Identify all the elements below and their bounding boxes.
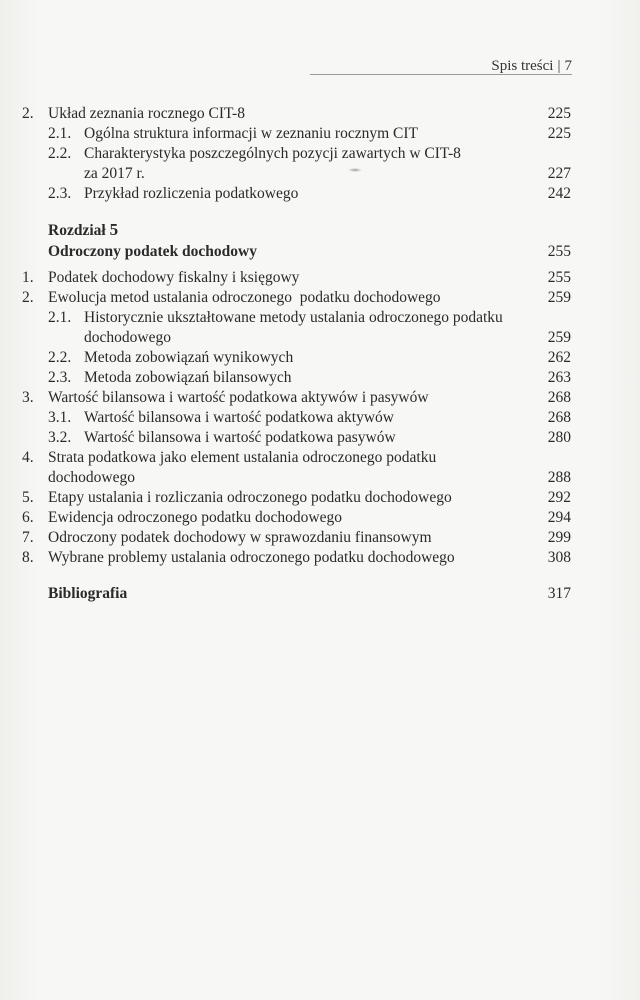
toc-entry-title: Podatek dochodowy fiskalny i księgowy	[48, 269, 300, 286]
toc-entry-number: 2.3.	[48, 185, 72, 202]
toc-entry-title: Ewidencja odroczonego podatku dochodowego	[48, 509, 342, 526]
toc-entry-number: 2.2.	[48, 349, 72, 366]
bibliography-title: Bibliografia	[48, 585, 128, 602]
toc-entry-number: 2.	[22, 105, 34, 122]
chapter-label-word: Rozdział	[48, 222, 106, 239]
toc-entry-page: 242	[547, 185, 571, 202]
toc-entry-page: 268	[547, 389, 571, 406]
toc-entry-page: 255	[547, 269, 571, 286]
toc-entry-number: 2.1.	[48, 125, 72, 142]
toc-entry-title: Wartość bilansowa i wartość podatkowa aktywów i pasywów	[48, 389, 429, 406]
toc-entry-title: Układ zeznania rocznego CIT-8	[48, 105, 245, 122]
toc-entry-title: Ewolucja metod ustalania odroczonego podatku dochodowego	[48, 289, 441, 306]
toc-entry-title: Wybrane problemy ustalania odroczonego podatku dochodowego	[48, 549, 455, 566]
chapter-label	[48, 220, 118, 240]
toc-entry-page: 294	[547, 509, 571, 526]
chapter-title: Odroczony podatek dochodowy	[48, 243, 257, 260]
toc-entry-number: 1.	[22, 269, 34, 286]
toc-entry-title: Wartość bilansowa i wartość podatkowa aktywów	[84, 409, 394, 426]
chapter-label-number: 5	[109, 220, 119, 239]
header-section-title: Spis treści	[491, 58, 554, 74]
running-header	[491, 58, 572, 75]
toc-entry-number: 5.	[22, 489, 34, 506]
toc-entry-page: 317	[547, 585, 571, 602]
toc-entry-title: Wartość bilansowa i wartość podatkowa pasywów	[84, 429, 396, 446]
toc-entry-title: Odroczony podatek dochodowy w sprawozdaniu finansowym	[48, 529, 432, 546]
toc-entry-page: 280	[547, 429, 571, 446]
toc-entry-number: 3.	[22, 389, 34, 406]
toc-entry-number: 4.	[22, 449, 34, 466]
toc-entry-title: Metoda zobowiązań wynikowych	[84, 349, 294, 366]
toc-entry-page: 299	[547, 529, 571, 546]
toc-entry-title: Przykład rozliczenia podatkowego	[84, 185, 299, 202]
toc-entry-title: Ogólna struktura informacji w zeznaniu rocznym CIT	[84, 125, 418, 142]
print-smudge	[348, 168, 362, 172]
toc-entry-number: 8.	[22, 549, 34, 566]
toc-entry-page: 225	[547, 105, 571, 122]
header-page-number: 7	[564, 58, 572, 74]
toc-entry-page: 225	[547, 125, 571, 142]
toc-entry-title: Strata podatkowa jako element ustalania odroczonego podatku	[48, 449, 437, 466]
toc-entry-number: 2.1.	[48, 309, 72, 326]
toc-entry-page: 259	[547, 289, 571, 306]
toc-entry-page: 259	[547, 329, 571, 346]
toc-entry-title-line2: dochodowego	[48, 469, 135, 486]
toc-entry-page: 227	[547, 165, 571, 182]
toc-entry-number: 2.2.	[48, 145, 72, 162]
toc-entry-page: 255	[547, 243, 571, 260]
toc-entry-number: 3.1.	[48, 409, 72, 426]
toc-entry-page: 263	[547, 369, 571, 386]
toc-entry-title: Metoda zobowiązań bilansowych	[84, 369, 292, 386]
toc-entry-title-line2: za 2017 r.	[84, 165, 145, 182]
toc-entry-page: 292	[547, 489, 571, 506]
toc-entry-number: 7.	[22, 529, 34, 546]
toc-entry-title-line2: dochodowego	[84, 329, 171, 346]
toc-entry-number: 3.2.	[48, 429, 72, 446]
toc-entry-page: 308	[547, 549, 571, 566]
toc-entry-page: 262	[547, 349, 571, 366]
toc-entry-title: Etapy ustalania i rozliczania odroczonego podatku dochodowego	[48, 489, 452, 506]
toc-entry-title: Historycznie ukształtowane metody ustalania odroczonego podatku	[84, 309, 503, 326]
toc-entry-number: 2.3.	[48, 369, 72, 386]
header-separator: |	[557, 58, 561, 74]
toc-entry-title: Charakterystyka poszczególnych pozycji zawartych w CIT-8	[84, 145, 461, 162]
toc-entry-page: 268	[547, 409, 571, 426]
toc-entry-page: 288	[547, 469, 571, 486]
toc-entry-number: 2.	[22, 289, 34, 306]
toc-entry-number: 6.	[22, 509, 34, 526]
header-rule	[310, 74, 572, 75]
